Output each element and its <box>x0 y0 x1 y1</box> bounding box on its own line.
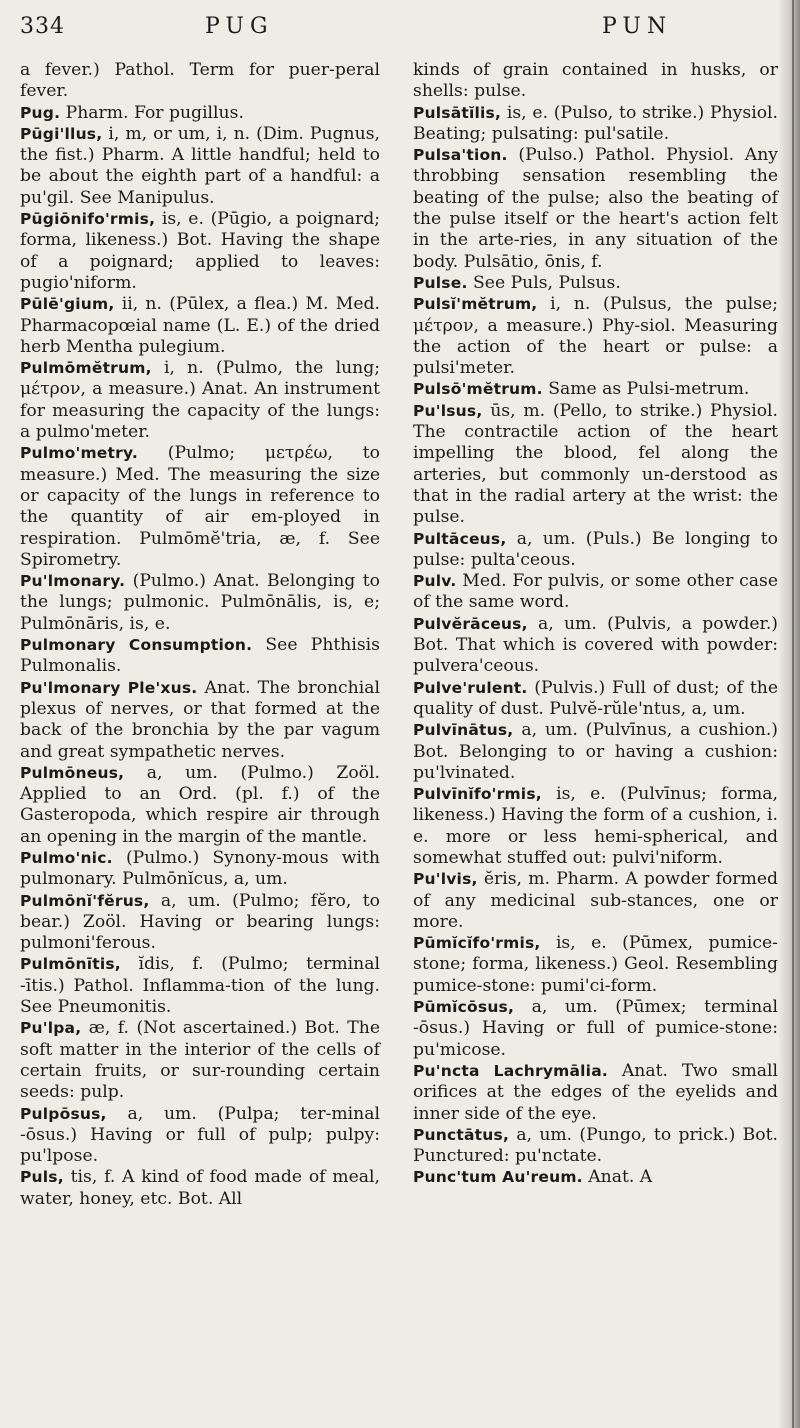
dictionary-entry <box>413 784 778 869</box>
entry-headword: Pulsĭ'mĕtrum, <box>413 295 538 314</box>
dictionary-entry <box>20 848 380 891</box>
dictionary-entry <box>413 933 778 997</box>
dictionary-entry <box>20 954 380 1018</box>
entry-headword: Pūmĭcĭfo'rmis, <box>413 934 541 953</box>
entry-definition: is, e. (Pūgio, a poignard; forma, likeness.) Bot. Having the shape of a poignard; applied to leaves: pugio'niform. <box>20 209 380 293</box>
dictionary-entry <box>413 294 778 379</box>
dictionary-entry <box>20 103 380 124</box>
entry-definition: is, e. (Pulvīnus; forma, likeness.) Having the form of a cushion, i. e. more or less hemi-spherical, and somewhat stuffed out: pulvi'niform. <box>413 784 778 868</box>
entry-headword: Pulmōmĕtrum, <box>20 359 152 378</box>
entry-definition: (Pulmo.) Anat. Belonging to the lungs; pulmonic. Pulmōnālis, is, e; Pulmōnāris, is, e. <box>20 571 380 634</box>
entry-definition: a, um. (Pulvis, a powder.) Bot. That which is covered with powder: pulvera'ceous. <box>413 613 778 677</box>
entry-headword: Pultāceus, <box>413 529 507 548</box>
dictionary-entry <box>413 60 778 103</box>
entry-headword: Pulsātĭlis, <box>413 103 502 122</box>
dictionary-entry <box>20 678 380 763</box>
entry-definition: ii, n. (Pūlex, a flea.) M. Med. Pharmacopœial name (L. E.) of the dried herb Mentha pulegium. <box>20 294 380 357</box>
entry-definition: (Pulmo; μετρέω, to measure.) Med. The measuring the size or capacity of the lungs in reference to the quantity of air em-ployed in respiration. Pulmōmĕ'tria, æ, f. See Spirometry. <box>20 443 380 570</box>
entry-headword: Pulsa'tion. <box>413 146 508 165</box>
entry-headword: Pulmo'metry. <box>20 444 138 463</box>
dictionary-entry <box>20 571 380 635</box>
entry-definition: See Puls, Pulsus. <box>473 272 621 293</box>
entry-definition: (Pulmo.) Synony-mous with pulmonary. Pulmōnĭcus, a, um. <box>20 847 380 890</box>
dictionary-entry <box>413 869 778 933</box>
dictionary-entry <box>20 358 380 443</box>
dictionary-entry <box>413 529 778 572</box>
entry-headword: Punctātus, <box>413 1125 510 1144</box>
page-edge-line <box>792 0 794 1428</box>
entry-definition: a, um. (Pulmo; fĕro, to bear.) Zoöl. Having or bearing lungs: pulmoni'ferous. <box>20 890 381 954</box>
guide-word-left: PUG <box>205 14 274 39</box>
dictionary-entry <box>20 1018 380 1103</box>
entry-headword: Pūmĭcōsus, <box>413 998 515 1017</box>
entry-headword: Pu'lvis, <box>413 870 478 889</box>
entry-definition: Med. For pulvis, or some other case of the same word. <box>413 571 779 613</box>
dictionary-entry <box>20 763 380 848</box>
dictionary-entry <box>20 209 380 294</box>
entry-headword: Pulvīnātus, <box>413 721 514 740</box>
left-column <box>20 60 380 1210</box>
entry-headword: Pulve'rulent. <box>413 678 528 697</box>
entry-definition: Pharm. For pugillus. <box>65 102 244 123</box>
entry-headword: Pūlē'gium, <box>20 295 115 314</box>
entry-headword: Pulmōnĭ'fĕrus, <box>20 891 150 910</box>
entry-headword: Pūgiōnifo'rmis, <box>20 210 156 229</box>
dictionary-entry <box>413 1125 778 1168</box>
entry-definition: ĕris, m. Pharm. A powder formed of any medicinal sub-stances, one or more. <box>413 869 778 932</box>
entry-definition: i, n. (Pulmo, the lung; μέτρον, a measure.) Anat. An instrument for measuring the capacity of the lungs: a pulmo'meter. <box>20 358 381 443</box>
dictionary-entry <box>413 720 778 784</box>
entry-definition: a, um. (Pūmex; terminal -ōsus.) Having or full of pumice-stone: pu'micose. <box>413 997 778 1060</box>
entry-definition: kinds of grain contained in husks, or shells: pulse. <box>413 60 778 102</box>
entry-definition: See Phthisis Pulmonalis. <box>20 635 380 677</box>
dictionary-entry <box>413 1061 778 1125</box>
entry-headword: Pulmōneus, <box>20 763 125 782</box>
dictionary-entry <box>413 379 778 400</box>
entry-headword: Punc'tum Au'reum. <box>413 1168 583 1187</box>
dictionary-entry <box>20 294 380 358</box>
dictionary-entry <box>413 571 778 614</box>
dictionary-entry <box>413 273 778 294</box>
entry-definition: i, m, or um, i, n. (Dim. Pugnus, the fist.) Pharm. A little handful; held to be about the eighth part of a handful: a pu'gil. See Manipulus. <box>20 123 380 208</box>
entry-definition: ūs, m. (Pello, to strike.) Physiol. The contractile action of the heart impelling the blood, fel along the arteries, but commonly un-derstood as that in the radial artery at the wrist: the pulse. <box>413 400 778 528</box>
dictionary-entry <box>20 635 380 678</box>
dictionary-entry <box>413 145 778 273</box>
dictionary-entry <box>20 891 380 955</box>
entry-definition: is, e. (Pulso, to strike.) Physiol. Beating; pulsating: pul'satile. <box>413 102 779 144</box>
entry-definition: a, um. (Pulmo.) Zoöl. Applied to an Ord. (pl. f.) of the Gasteropoda, which respire air through an opening in the margin of the mantle. <box>20 762 380 847</box>
dictionary-entry <box>413 103 778 146</box>
entry-headword: Pulvīnĭfo'rmis, <box>413 785 542 804</box>
entry-definition: æ, f. (Not ascertained.) Bot. The soft matter in the interior of the cells of certain fruits, or sur-rounding certain seeds: pulp. <box>20 1018 380 1103</box>
dictionary-entry <box>20 1104 380 1168</box>
dictionary-entry <box>413 1167 778 1188</box>
entry-headword: Pulsō'mĕtrum. <box>413 380 543 399</box>
entry-headword: Pūgi'llus, <box>20 124 103 143</box>
page-edge-shadow <box>778 0 800 1428</box>
entry-headword: Puls, <box>20 1168 64 1187</box>
guide-word-right: PUN <box>602 14 673 39</box>
dictionary-entry <box>413 401 778 529</box>
dictionary-entry <box>413 614 778 678</box>
entry-definition: a, um. (Pulpa; ter-minal -ōsus.) Having or full of pulp; pulpy: pu'lpose. <box>20 1103 380 1167</box>
entry-headword: Pulmo'nic. <box>20 848 113 867</box>
entry-definition: is, e. (Pūmex, pumice-stone; forma, likeness.) Geol. Resembling pumice-stone: pumi'ci-form. <box>413 933 778 996</box>
entry-headword: Pu'lmonary. <box>20 572 126 591</box>
right-column <box>413 60 778 1189</box>
entry-headword: Pu'lpa, <box>20 1019 82 1038</box>
entry-headword: Pulmonary Consumption. <box>20 636 253 655</box>
entry-definition: i, n. (Pulsus, the pulse; μέτρον, a measure.) Phy-siol. Measuring the action of the heart or pulse: a pulsi'meter. <box>413 294 779 379</box>
dictionary-entry <box>20 443 380 571</box>
entry-headword: Pu'lsus, <box>413 401 483 420</box>
entry-definition: Anat. The bronchial plexus of nerves, or that formed at the back of the bronchia by the par vagum and great sympathetic nerves. <box>20 677 380 762</box>
entry-headword: Pulse. <box>413 273 468 292</box>
dictionary-entry <box>413 678 778 721</box>
dictionary-entry <box>20 1167 380 1210</box>
entry-headword: Pug. <box>20 103 61 122</box>
entry-definition: (Pulso.) Pathol. Physiol. Any throbbing sensation resembling the beating of the pulse; also the beating of the pulse itself or the heart's action felt in the arte-ries, in any situation of the body. Pulsātio, ōnis, f. <box>413 145 778 272</box>
entry-definition: Anat. Two small orifices at the edges of the eyelids and inner side of the eye. <box>413 1060 778 1124</box>
page-header <box>0 14 800 48</box>
page-number: 334 <box>20 14 65 39</box>
entry-definition: a, um. (Pungo, to prick.) Bot. Punctured: pu'nctate. <box>413 1124 778 1167</box>
entry-headword: Pulpōsus, <box>20 1104 107 1123</box>
entry-headword: Pu'ncta Lachrymālia. <box>413 1061 608 1080</box>
entry-definition: a fever.) Pathol. Term for puer-peral fever. <box>20 60 380 102</box>
dictionary-entry <box>20 60 380 103</box>
dictionary-entry <box>20 124 380 209</box>
entry-headword: Pulvĕrāceus, <box>413 614 528 633</box>
entry-definition: a, um. (Pulvīnus, a cushion.) Bot. Belonging to or having a cushion: pu'lvinated. <box>413 720 778 783</box>
entry-definition: Anat. A <box>588 1167 653 1188</box>
entry-headword: Pu'lmonary Ple'xus. <box>20 678 198 697</box>
entry-definition: a, um. (Puls.) Be longing to pulse: pulta'ceous. <box>413 528 778 570</box>
entry-definition: Same as Pulsi-metrum. <box>548 379 750 400</box>
entry-definition: tis, f. A kind of food made of meal, water, honey, etc. Bot. All <box>20 1167 380 1209</box>
entry-definition: (Pulvis.) Full of dust; of the quality of dust. Pulvĕ-rŭle'ntus, a, um. <box>413 677 778 719</box>
entry-headword: Pulmōnītis, <box>20 955 121 974</box>
dictionary-entry <box>413 997 778 1061</box>
entry-definition: ĭdis, f. (Pulmo; terminal -ītis.) Pathol. Inflamma-tion of the lung. See Pneumonitis. <box>20 954 380 1018</box>
entry-headword: Pulv. <box>413 572 457 591</box>
